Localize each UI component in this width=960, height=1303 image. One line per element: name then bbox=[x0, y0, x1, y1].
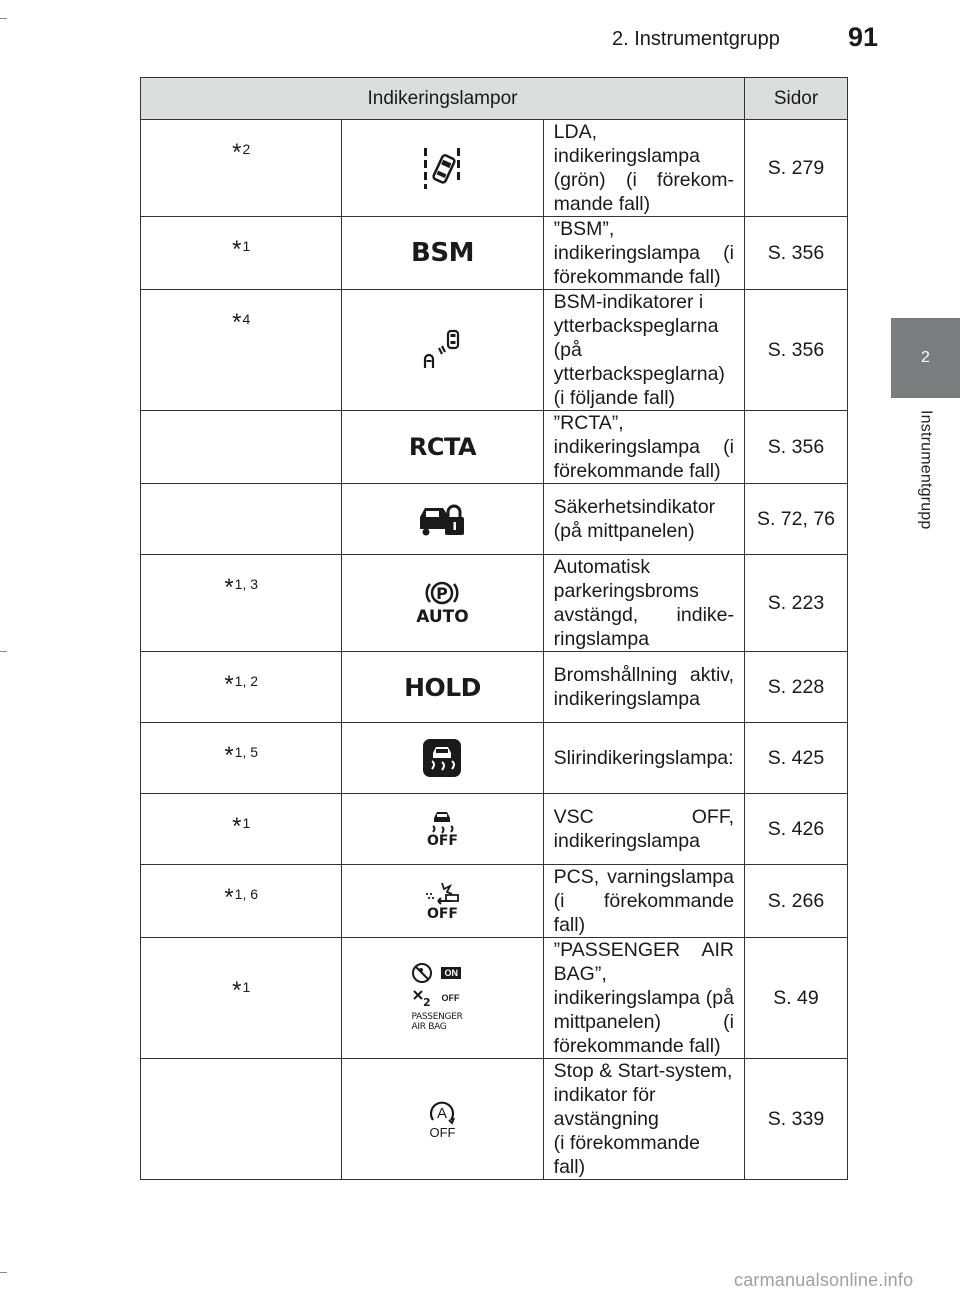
chapter-label-text: Instrumentgrupp bbox=[917, 410, 935, 530]
table-row bbox=[141, 1059, 848, 1180]
page-ref-cell: S. 356 bbox=[745, 411, 848, 484]
page-ref-cell: S. 425 bbox=[745, 723, 848, 794]
footnote-cell: *$^{1, 3}$ bbox=[141, 555, 342, 652]
description-cell: ”PASSENGER AIR BAG”, indikeringslampa (på mittpanelen) (i förekommande fall) bbox=[543, 938, 744, 1059]
page-ref-cell: S. 279 bbox=[745, 120, 848, 217]
table-row bbox=[141, 290, 848, 411]
description-cell: Stop & Start-system, indikator för avstängning (i förekommande fall) bbox=[543, 1059, 744, 1180]
hold-icon: HOLD bbox=[342, 652, 543, 723]
page-ref-cell: S. 356 bbox=[745, 290, 848, 411]
page-ref-cell: S. 426 bbox=[745, 794, 848, 865]
table-row bbox=[141, 120, 848, 217]
lda-lane-icon bbox=[342, 120, 543, 217]
bsm-icon: BSM bbox=[342, 217, 543, 290]
page-ref-cell: S. 72, 76 bbox=[745, 484, 848, 555]
page-ref-cell: S. 339 bbox=[745, 1059, 848, 1180]
pcs-warning-icon: OFF bbox=[342, 865, 543, 938]
page-ref-cell: S. 223 bbox=[745, 555, 848, 652]
slip-indicator-icon bbox=[342, 723, 543, 794]
table-row bbox=[141, 411, 848, 484]
description-cell: PCS, varningslampa (i förekommande fall) bbox=[543, 865, 744, 938]
footnote-cell: *$^{1, 5}$ bbox=[141, 723, 342, 794]
crop-mark bbox=[0, 1272, 7, 1273]
crop-mark bbox=[0, 651, 7, 652]
rcta-icon: RCTA bbox=[342, 411, 543, 484]
description-cell: LDA, indikeringslampa (grön) (i förekom-mande fall) bbox=[543, 120, 744, 217]
table-row bbox=[141, 217, 848, 290]
page-ref-cell: S. 228 bbox=[745, 652, 848, 723]
indicator-table bbox=[140, 77, 848, 1180]
chapter-number: 2 bbox=[921, 349, 930, 366]
description-cell: ”RCTA”, indikeringslampa (i förekommande fall) bbox=[543, 411, 744, 484]
section-title: 2. Instrumentgrupp bbox=[612, 28, 780, 50]
page-ref-cell: S. 266 bbox=[745, 865, 848, 938]
security-car-lock-icon bbox=[342, 484, 543, 555]
description-cell: ”BSM”, indikeringslampa (i förekommande fall) bbox=[543, 217, 744, 290]
table-row bbox=[141, 794, 848, 865]
footnote-cell: *$^{1, 6}$ bbox=[141, 865, 342, 938]
footnote-cell bbox=[141, 1059, 342, 1180]
table-row bbox=[141, 555, 848, 652]
footnote-cell: *$^1$ bbox=[141, 217, 342, 290]
table-row bbox=[141, 723, 848, 794]
description-cell: VSC OFF, indikeringslampa bbox=[543, 794, 744, 865]
parking-brake-auto-icon: P AUTO bbox=[342, 555, 543, 652]
table-header-row bbox=[141, 78, 848, 120]
svg-text:P: P bbox=[436, 584, 449, 603]
stop-start-off-icon: A OFF bbox=[342, 1059, 543, 1180]
description-cell: Säkerhetsindikator (på mittpanelen) bbox=[543, 484, 744, 555]
description-cell: Slirindikeringslampa: bbox=[543, 723, 744, 794]
footnote-cell: *$^1$ bbox=[141, 938, 342, 1059]
table-row bbox=[141, 484, 848, 555]
chapter-tab bbox=[891, 318, 960, 398]
table-row bbox=[141, 938, 848, 1059]
svg-text:2: 2 bbox=[423, 995, 432, 1008]
table-row bbox=[141, 652, 848, 723]
passenger-airbag-icon: ON 2 OFF PASSENGER AIR BAG bbox=[342, 938, 543, 1059]
crop-mark bbox=[0, 18, 7, 19]
col-header-pages: Sidor bbox=[745, 78, 848, 120]
table-row bbox=[141, 865, 848, 938]
bsm-mirror-icon bbox=[342, 290, 543, 411]
footnote-cell: *$^4$ bbox=[141, 290, 342, 411]
page-ref-cell: S. 49 bbox=[745, 938, 848, 1059]
col-header-indicators: Indikeringslampor bbox=[141, 78, 745, 120]
footnote-cell bbox=[141, 411, 342, 484]
description-cell: Bromshållning aktiv, indikeringslampa bbox=[543, 652, 744, 723]
svg-text:A: A bbox=[437, 1105, 448, 1122]
footnote-cell bbox=[141, 484, 342, 555]
page-ref-cell: S. 356 bbox=[745, 217, 848, 290]
page-number: 91 bbox=[848, 22, 879, 52]
watermark: carmanualsonline.info bbox=[734, 1270, 914, 1290]
description-cell: BSM-indikatorer i ytterbackspeglarna (på ytterbackspeglarna) (i följande fall) bbox=[543, 290, 744, 411]
vsc-off-icon: OFF bbox=[342, 794, 543, 865]
footnote-cell: *$^1$ bbox=[141, 794, 342, 865]
footnote-cell: *$^{1, 2}$ bbox=[141, 652, 342, 723]
chapter-label bbox=[891, 410, 960, 560]
description-cell: Automatisk parkeringsbroms avstängd, indike-ringslampa bbox=[543, 555, 744, 652]
footnote-cell: *$^2$ bbox=[141, 120, 342, 217]
